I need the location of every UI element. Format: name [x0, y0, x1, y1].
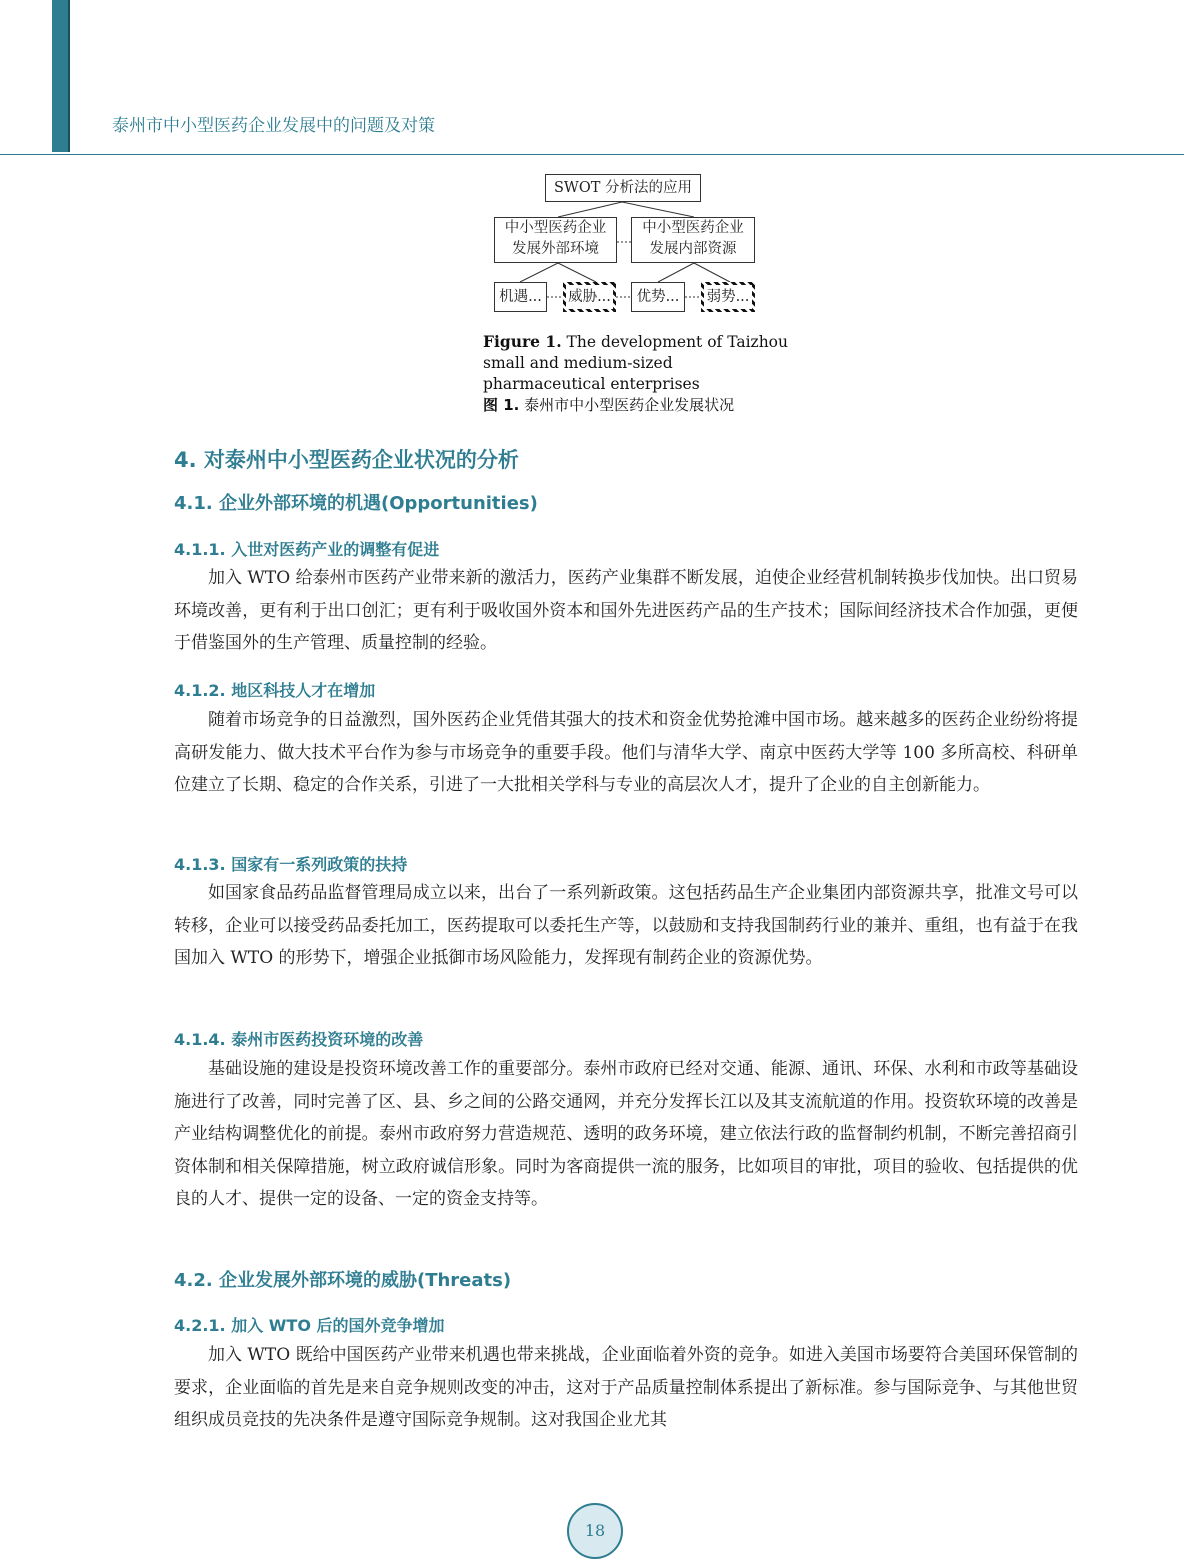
weaknesses-box: 弱势... [701, 282, 755, 312]
section-4-1-4-title: 4.1.4. 泰州市医药投资环境的改善 [174, 1030, 424, 1049]
section-4-1-title: 4.1. 企业外部环境的机遇(Opportunities) [174, 493, 538, 514]
caption-cn [483, 395, 793, 416]
section-4-title: 4. 对泰州中小型医药企业状况的分析 [174, 448, 519, 472]
swot-root-box: SWOT 分析法的应用 [545, 174, 701, 202]
caption-label-cn: 图 1. [483, 396, 520, 414]
section-4-2-1-title: 4.2.1. 加入 WTO 后的国外竞争增加 [174, 1316, 445, 1335]
caption-en [483, 331, 793, 395]
section-4-1-2-text: 随着市场竞争的日益激烈，国外医药企业凭借其强大的技术和资金优势抢滩中国市场。越来越多的医药企业纷纷将提高研发能力、做大技术平台作为参与市场竞争的重要手段。他们与清华大学、南京中医药大学等 100 多所高校、科研单位建立了长期、稳定的合作关系，引进了一大批相关学科与专业的高层次人才，提升了企业的自主创新能力。 [174, 710, 1078, 795]
internal-resources-box [631, 217, 755, 263]
external-environment-box [494, 217, 617, 263]
header-accent-bar [52, 0, 70, 152]
section-4-1-3-text: 如国家食品药品监督管理局成立以来，出台了一系列新政策。这包括药品生产企业集团内部资源共享，批准文号可以转移，企业可以接受药品委托加工，医药提取可以委托生产等，以鼓励和支持我国制药行业的兼并、重组，也有益于在我国加入 WTO 的形势下，增强企业抵御市场风险能力，发挥现有制药企业的资源优势。 [174, 883, 1078, 968]
header-rule [0, 154, 1184, 155]
section-4-1-2-title: 4.1.2. 地区科技人才在增加 [174, 681, 376, 700]
internal-line-2: 发展内部资源 [649, 241, 737, 257]
section-4-1-1-text: 加入 WTO 给泰州市医药产业带来新的激活力，医药产业集群不断发展，迫使企业经营机制转换步伐加快。出口贸易环境改善，更有利于出口创汇；更有利于吸收国外资本和国外先进医药产品的生产技术；国际间经济技术合作加强，更便于借鉴国外的生产管理、质量控制的经验。 [174, 568, 1078, 653]
section-4-1-1-title: 4.1.1. 入世对医药产业的调整有促进 [174, 540, 440, 559]
caption-text-en: The development of Taizhou small and medium-sized pharmaceutical enterprises [483, 333, 788, 393]
figure-caption [483, 331, 793, 416]
running-title: 泰州市中小型医药企业发展中的问题及对策 [112, 116, 435, 136]
opportunities-box: 机遇... [494, 282, 547, 312]
page-number: 18 [567, 1503, 623, 1559]
section-4-2-title: 4.2. 企业发展外部环境的威胁(Threats) [174, 1270, 512, 1291]
external-line-1: 中小型医药企业 [504, 220, 607, 236]
caption-label-en: Figure 1. [483, 332, 562, 351]
threats-box: 威胁... [563, 282, 616, 312]
strengths-box: 优势... [631, 282, 685, 312]
swot-diagram [490, 170, 760, 320]
section-4-1-4-text: 基础设施的建设是投资环境改善工作的重要部分。泰州市政府已经对交通、能源、通讯、环保、水利和市政等基础设施进行了改善，同时完善了区、县、乡之间的公路交通网，并充分发挥长江以及其支流航道的作用。投资软环境的改善是产业结构调整优化的前提。泰州市政府努力营造规范、透明的政务环境，建立依法行政的监督制约机制，不断完善招商引资体制和相关保障措施，树立政府诚信形象。同时为客商提供一流的服务，比如项目的审批，项目的验收、包括提供的优良的人才、提供一定的设备、一定的资金支持等。 [174, 1059, 1078, 1209]
caption-text-cn: 泰州市中小型医药企业发展状况 [519, 396, 735, 414]
internal-line-1: 中小型医药企业 [642, 220, 744, 236]
section-4-2-1-text: 加入 WTO 既给中国医药产业带来机遇也带来挑战，企业面临着外资的竞争。如进入美国市场要符合美国环保管制的要求，企业面临的首先是来自竞争规则改变的冲击，这对于产品质量控制体系提出了新标准。参与国际竞争、与其他世贸组织成员竞技的先决条件是遵守国际竞争规制。这对我国企业尤其 [174, 1345, 1078, 1430]
external-line-2: 发展外部环境 [512, 241, 599, 257]
section-4-1-3-title: 4.1.3. 国家有一系列政策的扶持 [174, 855, 408, 874]
